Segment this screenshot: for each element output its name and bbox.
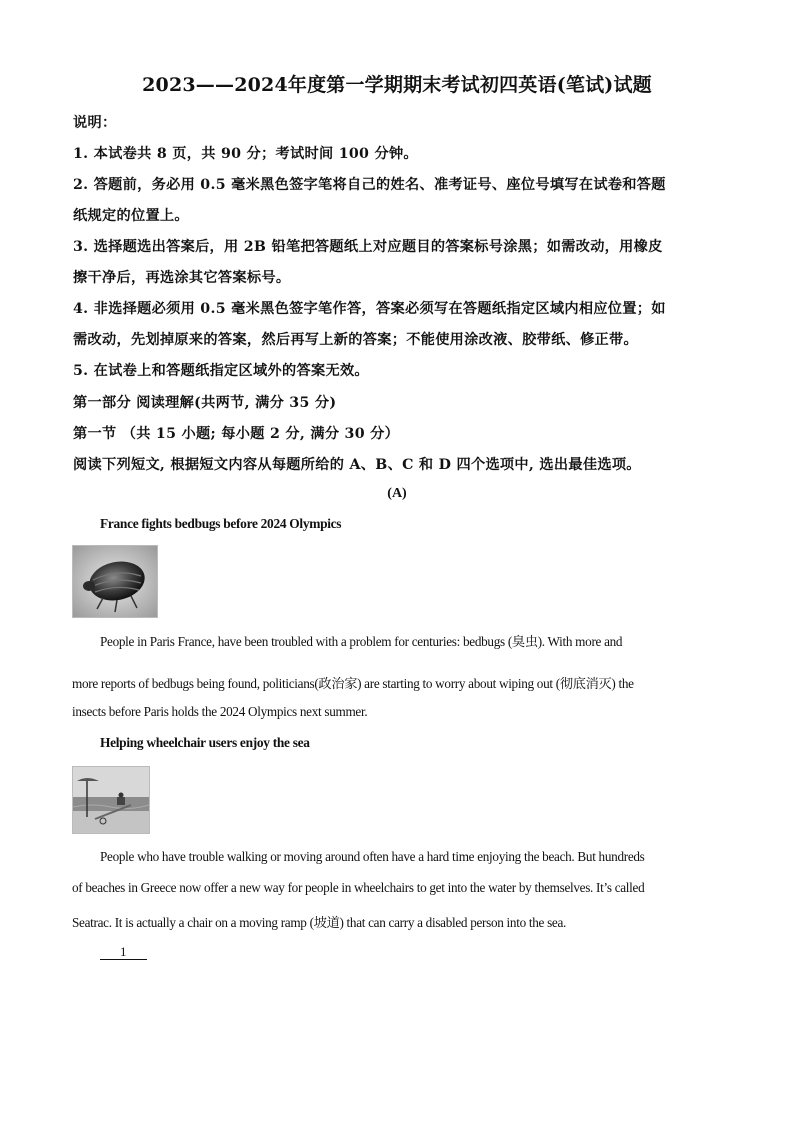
instruction-line: 需改动，先划掉原来的答案，然后再写上新的答案；不能使用涂改液、胶带纸、修正带。: [73, 332, 639, 348]
passage-label: (A): [387, 486, 407, 501]
page-title: 2023——2024年度第一学期期末考试初四英语(笔试)试题: [142, 74, 652, 96]
answer-blank[interactable]: [100, 944, 147, 960]
passage-line: of beaches in Greece now offer a new way for people in wheelchairs to get into the water by themselves. It’s called: [72, 880, 645, 895]
beach-icon: [73, 767, 149, 833]
instruction-line: 纸规定的位置上。: [73, 208, 189, 224]
bedbug-icon: [73, 546, 157, 617]
section-one-heading: 第一节 （共 15 小题; 每小题 2 分, 满分 30 分）: [73, 426, 400, 442]
passage-line: more reports of bedbugs being found, politicians(政治家) are starting to worry about wiping out (彻底消灭) the: [72, 676, 634, 691]
news-headline-wheelchair: Helping wheelchair users enjoy the sea: [100, 735, 310, 750]
instruction-line: 4. 非选择题必须用 0.5 毫米黑色签字笔作答，答案必须写在答题纸指定区域内相应位置；如: [73, 301, 666, 317]
instructions-heading: 说明：: [73, 115, 117, 131]
passage-line: People in Paris France, have been troubled with a problem for centuries: bedbugs (臭虫). With more and: [100, 634, 623, 649]
instruction-line: 擦干净后，再选涂其它答案标号。: [73, 270, 291, 286]
passage-line: People who have trouble walking or moving around often have a hard time enjoying the beach. But hundreds: [100, 849, 645, 864]
instruction-line: 1. 本试卷共 8 页，共 90 分；考试时间 100 分钟。: [73, 146, 418, 162]
passage-line: insects before Paris holds the 2024 Olympics next summer.: [72, 704, 368, 719]
blank-number: 1: [100, 945, 147, 960]
bedbug-photo: [72, 545, 158, 618]
passage-line: Seatrac. It is actually a chair on a moving ramp (坡道) that can carry a disabled person into the sea.: [72, 915, 567, 930]
part-one-heading: 第一部分 阅读理解(共两节, 满分 35 分): [73, 395, 337, 411]
directions: 阅读下列短文, 根据短文内容从每题所给的 A、B、C 和 D 四个选项中, 选出最佳选项。: [73, 457, 641, 473]
instruction-line: 3. 选择题选出答案后，用 2B 铅笔把答题纸上对应题目的答案标号涂黑；如需改动，用橡皮: [73, 239, 663, 255]
instruction-line: 5. 在试卷上和答题纸指定区域外的答案无效。: [73, 363, 369, 379]
beach-wheelchair-photo: [72, 766, 150, 834]
instruction-line: 2. 答题前，务必用 0.5 毫米黑色签字笔将自己的姓名、准考证号、座位号填写在试卷和答题: [73, 177, 666, 193]
news-headline-bedbugs: France fights bedbugs before 2024 Olympics: [100, 516, 342, 531]
